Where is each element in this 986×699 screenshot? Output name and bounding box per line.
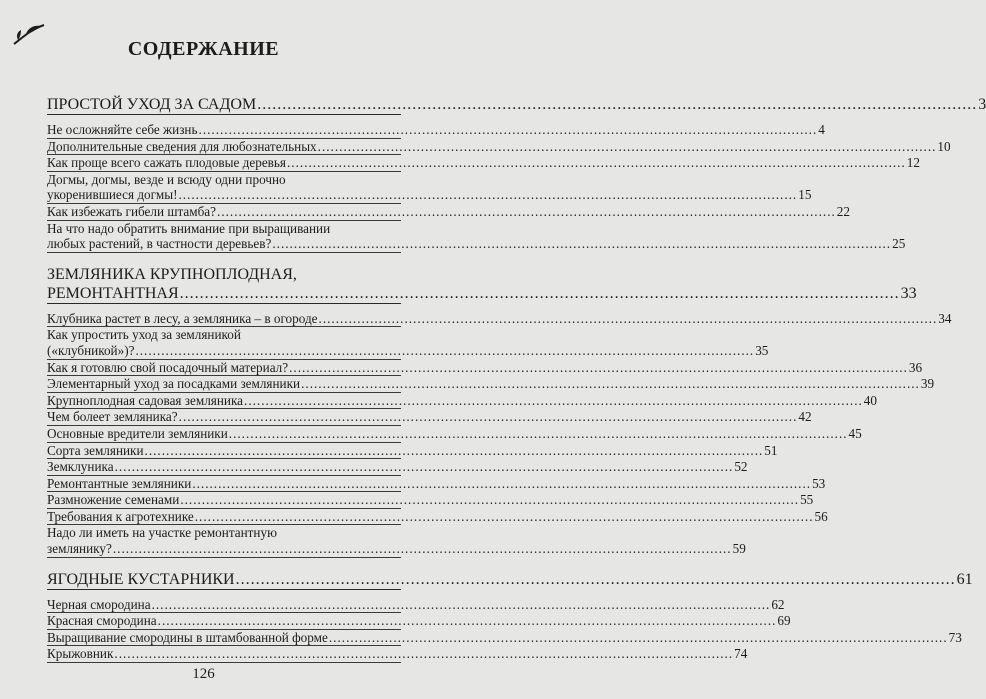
toc-entry: [47, 155, 920, 172]
entry-page: 55: [800, 492, 814, 508]
dot-leader: [179, 409, 798, 425]
entry-title: укоренившиеся догмы!: [47, 187, 178, 203]
entry-title: Земклуника: [47, 459, 114, 475]
section-heading: [47, 95, 986, 115]
entry-page: 22: [836, 203, 850, 219]
entry-page: 39: [920, 376, 935, 392]
entry-title: Размножение семенами: [47, 492, 180, 508]
toc-entry: [47, 327, 769, 359]
dot-leader: [145, 443, 764, 459]
entry-page: 56: [814, 508, 828, 524]
entry-page: 4: [818, 122, 825, 137]
dot-leader: [287, 155, 906, 171]
toc-entry: [47, 392, 877, 410]
page-title: СОДЕРЖАНИЕ: [127, 38, 280, 60]
entry-title: Клубника растет в лесу, а земляника – в огороде: [47, 310, 318, 326]
entry-title: Как я готовлю свой посадочный материал?: [47, 359, 289, 375]
toc-entry: [47, 138, 951, 156]
section-title: ПРОСТОЙ УХОД ЗА САДОМ: [47, 96, 257, 113]
table-of-contents: [47, 95, 986, 675]
dot-leader: [319, 311, 938, 327]
toc-entry: [47, 425, 862, 443]
toc-entry: [47, 171, 812, 204]
dot-leader: [257, 95, 977, 114]
entry-page: 40: [863, 392, 877, 408]
entry-page: 73: [948, 629, 962, 645]
entry-title: Не осложняйте себе жизнь: [47, 122, 198, 137]
entry-title: Дополнительные сведения для любознательных: [47, 138, 317, 154]
toc-entry: [47, 310, 952, 328]
entry-page: 62: [771, 596, 785, 612]
entry-title-line1: На что надо обратить внимание при выращивании: [47, 220, 331, 236]
page-number: 126: [192, 666, 215, 682]
entry-page: 45: [848, 425, 862, 441]
section-title: ЯГОДНЫЕ КУСТАРНИКИ: [47, 570, 235, 588]
section-heading: [47, 265, 917, 304]
dot-leader: [114, 646, 733, 662]
dot-leader: [113, 541, 732, 557]
toc-entry: [47, 613, 791, 630]
entry-page: 53: [812, 475, 826, 491]
entry-title: Ремонтантные земляники: [47, 475, 192, 491]
dot-leader: [180, 492, 799, 508]
entry-title: Выращивание смородины в штамбованной форме: [47, 629, 328, 645]
dot-leader: [178, 187, 797, 203]
dot-leader: [199, 122, 818, 138]
entry-page: 15: [798, 187, 812, 203]
entry-title-line1: Надо ли иметь на участке ремонтантную: [47, 525, 277, 541]
toc-section: [47, 95, 986, 253]
dot-leader: [192, 476, 811, 492]
section-title: РЕМОНТАНТНАЯ: [47, 284, 179, 302]
dot-leader: [135, 343, 754, 359]
entry-title: Крупноплодная садовая земляника: [47, 392, 244, 408]
entry-title: («клубникой»)?: [47, 342, 135, 358]
dot-leader: [289, 360, 908, 376]
entry-page: 51: [764, 442, 778, 458]
dot-leader: [236, 570, 956, 589]
dot-leader: [318, 139, 937, 155]
section-title-line1: ЗЕМЛЯНИКА КРУПНОПЛОДНАЯ,: [47, 265, 297, 283]
dot-leader: [115, 459, 734, 475]
entry-title: Черная смородина: [47, 596, 151, 612]
entry-title: Сорта земляники: [47, 442, 144, 458]
toc-entry: [47, 492, 814, 509]
entry-title: Крыжовник: [47, 646, 114, 662]
section-page: 3: [978, 96, 986, 113]
dot-leader: [272, 236, 891, 252]
toc-entry: [47, 596, 785, 614]
entry-page: 10: [937, 138, 951, 154]
toc-entry: [47, 442, 778, 460]
dot-leader: [229, 426, 848, 442]
toc-entry: [47, 359, 923, 377]
entry-page: 74: [734, 646, 748, 662]
entry-page: 25: [892, 236, 906, 252]
toc-entry: [47, 475, 826, 493]
entry-page: 42: [798, 409, 812, 425]
toc-entry: [47, 122, 825, 139]
entry-title: Как избежать гибели штамба?: [47, 203, 217, 219]
entry-title: Чем болеет земляника?: [47, 409, 178, 425]
dot-leader: [158, 613, 777, 629]
toc-entry: [47, 459, 748, 476]
entry-title-line1: Как упростить уход за земляникой: [47, 327, 241, 343]
section-page: 61: [956, 570, 973, 588]
toc-entry: [47, 220, 906, 253]
toc-entry: [47, 629, 962, 647]
section-page: 33: [900, 284, 917, 302]
entry-title: Элементарный уход за посадками земляники: [47, 376, 301, 392]
toc-entry: [47, 525, 746, 557]
toc-entry: [47, 508, 828, 526]
entry-page: 12: [906, 155, 920, 171]
entry-page: 36: [908, 359, 923, 375]
dot-leader: [195, 509, 814, 525]
entry-title: Требования к агротехнике: [47, 508, 194, 524]
entry-title-line1: Догмы, догмы, везде и всюду одни прочно: [47, 171, 286, 187]
entry-title: Красная смородина: [47, 613, 157, 629]
section-heading: [47, 570, 973, 590]
dot-leader: [152, 597, 771, 613]
toc-section: [47, 570, 973, 663]
entry-title: землянику?: [47, 541, 112, 557]
entry-page: 59: [732, 541, 746, 557]
dot-leader: [301, 376, 920, 392]
entry-page: 69: [777, 613, 791, 629]
toc-section: [47, 265, 952, 558]
entry-page: 34: [938, 310, 952, 326]
entry-title: Как проще всего сажать плодовые деревья: [47, 155, 286, 171]
toc-entry: [47, 646, 748, 663]
toc-entry: [47, 203, 850, 221]
dot-leader: [180, 284, 900, 303]
entry-title: любых растений, в частности деревьев?: [47, 236, 272, 252]
dot-leader: [329, 630, 948, 646]
toc-entry: [47, 376, 935, 393]
toc-entry: [47, 409, 812, 426]
entry-page: 52: [734, 459, 748, 475]
entry-page: 35: [755, 342, 769, 358]
entry-title: Основные вредители земляники: [47, 425, 228, 441]
dot-leader: [244, 393, 863, 409]
dot-leader: [217, 204, 836, 220]
